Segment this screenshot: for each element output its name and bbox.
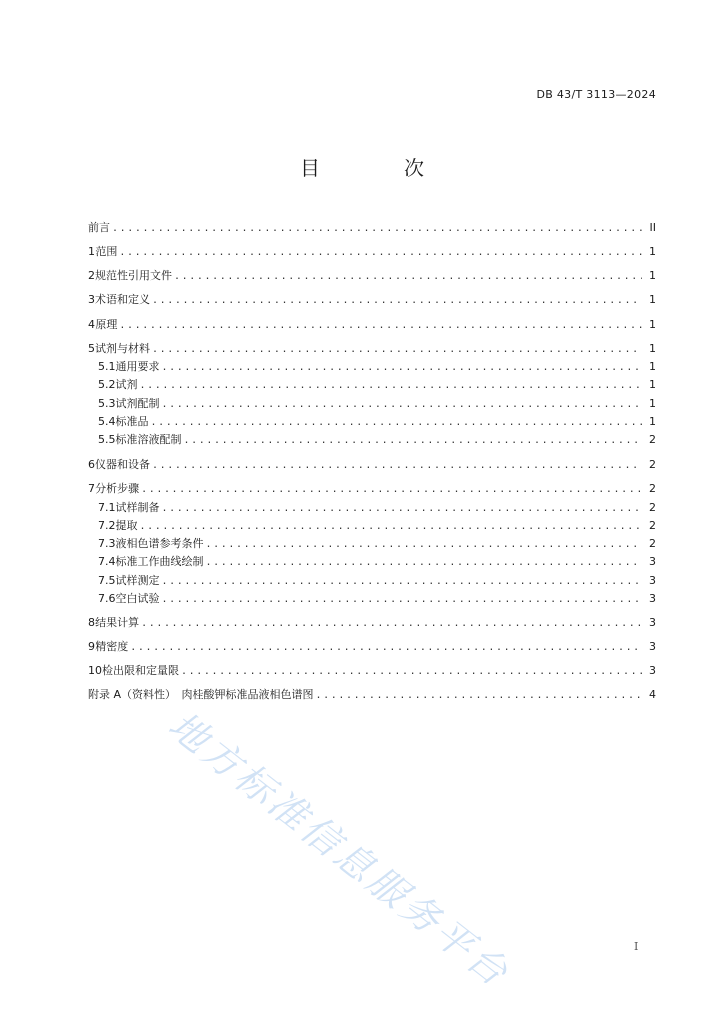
- toc-entry-label: 原理: [95, 318, 118, 331]
- dot-leader: [112, 222, 642, 236]
- toc-entry-label: 标准工作曲线绘制: [115, 555, 204, 568]
- toc-entry[interactable]: [88, 615, 656, 631]
- toc-subentry[interactable]: [88, 518, 656, 534]
- toc-entry-number: 4: [88, 318, 95, 331]
- toc-subentry[interactable]: [88, 396, 656, 412]
- toc-entry[interactable]: [88, 292, 656, 308]
- toc-entry-page: 2: [649, 482, 656, 495]
- toc-entry-label: 试样测定: [115, 574, 160, 587]
- toc-entry-label: 液相色谱参考条件: [115, 537, 204, 550]
- toc-entry-page: 2: [649, 537, 656, 550]
- toc-entry-label: 标准溶液配制: [115, 433, 182, 446]
- dot-leader: [140, 520, 643, 534]
- toc-entry-page: 2: [649, 501, 656, 514]
- toc-entry-label: 试样制备: [115, 501, 160, 514]
- dot-leader: [206, 556, 643, 570]
- toc-entry-page: 1: [649, 360, 656, 373]
- toc-subentry[interactable]: [88, 500, 656, 516]
- toc-entry-label: 结果计算: [95, 616, 140, 629]
- toc-entry[interactable]: [88, 317, 656, 333]
- toc-entry-number: 6: [88, 458, 95, 471]
- dot-leader: [162, 398, 643, 412]
- toc-entry[interactable]: [88, 268, 656, 284]
- toc-entry-label: 分析步骤: [95, 482, 140, 495]
- toc-entry-number: 8: [88, 616, 95, 629]
- toc-subentry[interactable]: [88, 573, 656, 589]
- dot-leader: [119, 246, 642, 260]
- toc-entry-page: 1: [649, 342, 656, 355]
- toc-entry-number: 7.2: [98, 519, 116, 532]
- toc-entry[interactable]: [88, 457, 656, 473]
- dot-leader: [162, 575, 643, 589]
- toc-entry-number: 5.4: [98, 415, 116, 428]
- toc-entry-label: 附录 A（资料性） 肉桂酸钾标准品液相色谱图: [88, 688, 314, 701]
- toc-entry-number: 2: [88, 269, 95, 282]
- toc-entry-number: 7.3: [98, 537, 116, 550]
- toc-subentry[interactable]: [88, 414, 656, 430]
- dot-leader: [162, 361, 643, 375]
- dot-leader: [316, 689, 642, 703]
- toc-entry[interactable]: [88, 220, 656, 236]
- toc-entry-page: 3: [649, 574, 656, 587]
- toc-entry-label: 试剂与材料: [95, 342, 150, 355]
- toc-entry-page: 2: [649, 519, 656, 532]
- toc-entry-label: 检出限和定量限: [102, 664, 179, 677]
- toc-entry[interactable]: [88, 244, 656, 260]
- dot-leader: [162, 502, 643, 516]
- toc-entry-number: 9: [88, 640, 95, 653]
- toc-entry-number: 7.1: [98, 501, 116, 514]
- dot-leader: [130, 641, 642, 655]
- dot-leader: [141, 483, 642, 497]
- toc-entry-number: 10: [88, 664, 102, 677]
- toc-subentry[interactable]: [88, 432, 656, 448]
- toc-entry[interactable]: [88, 687, 656, 703]
- toc-entry-label: 仪器和设备: [95, 458, 150, 471]
- toc-entry-page: 4: [649, 688, 656, 701]
- dot-leader: [141, 617, 642, 631]
- toc-entry-number: 5.3: [98, 397, 116, 410]
- dot-leader: [119, 319, 642, 333]
- toc-entry-label: 范围: [95, 245, 118, 258]
- toc-entry-number: 5.5: [98, 433, 116, 446]
- dot-leader: [174, 270, 642, 284]
- dot-leader: [152, 459, 642, 473]
- toc-entry-page: 2: [649, 458, 656, 471]
- toc-entry-label: 规范性引用文件: [95, 269, 172, 282]
- toc-entry[interactable]: [88, 639, 656, 655]
- toc-entry-page: 1: [649, 293, 656, 306]
- toc-entry-label: 空白试验: [115, 592, 160, 605]
- watermark-text: 地方标准信息服务平台: [160, 702, 519, 997]
- toc-entry-label: 术语和定义: [95, 293, 150, 306]
- toc-entry-page: 1: [649, 318, 656, 331]
- toc-entry-number: 7.5: [98, 574, 116, 587]
- dot-leader: [152, 343, 642, 357]
- toc-entry-page: 1: [649, 269, 656, 282]
- toc-entry-number: 1: [88, 245, 95, 258]
- dot-leader: [152, 294, 642, 308]
- dot-leader: [206, 538, 643, 552]
- page-number: I: [634, 940, 639, 953]
- dot-leader: [181, 665, 642, 679]
- toc-entry[interactable]: [88, 341, 656, 357]
- toc-entry-page: 2: [649, 433, 656, 446]
- dot-leader: [151, 416, 643, 430]
- toc-subentry[interactable]: [88, 591, 656, 607]
- toc-entry-label: 前言: [88, 221, 110, 234]
- toc-entry-label: 提取: [115, 519, 138, 532]
- toc-subentry[interactable]: [88, 554, 656, 570]
- toc-entry-number: 7.4: [98, 555, 116, 568]
- toc-entry-page: 1: [649, 378, 656, 391]
- toc-entry-label: 精密度: [95, 640, 129, 653]
- toc-subentry[interactable]: [88, 359, 656, 375]
- dot-leader: [184, 434, 643, 448]
- toc-entry-number: 5.2: [98, 378, 116, 391]
- toc-entry-page: 1: [649, 397, 656, 410]
- toc-entry-label: 试剂配制: [115, 397, 160, 410]
- toc-entry[interactable]: [88, 481, 656, 497]
- toc-entry-page: 3: [649, 616, 656, 629]
- toc-entry-page: 1: [649, 245, 656, 258]
- toc-entry-label: 通用要求: [115, 360, 160, 373]
- toc-entry-number: 5: [88, 342, 95, 355]
- toc-entry[interactable]: [88, 663, 656, 679]
- toc-entry-number: 7.6: [98, 592, 116, 605]
- toc-entry-page: 3: [649, 640, 656, 653]
- document-number: DB 43/T 3113—2024: [536, 88, 656, 101]
- toc-entry-page: 3: [649, 555, 656, 568]
- toc-entry-number: 5.1: [98, 360, 116, 373]
- toc-entry-page: II: [649, 221, 656, 234]
- page-title: 目 次: [300, 156, 456, 180]
- toc-entry-number: 3: [88, 293, 95, 306]
- toc-entry-page: 1: [649, 415, 656, 428]
- dot-leader: [140, 379, 643, 393]
- toc-entry-page: 3: [649, 664, 656, 677]
- dot-leader: [162, 593, 643, 607]
- toc-entry-page: 3: [649, 592, 656, 605]
- toc-entry-number: 7: [88, 482, 95, 495]
- toc-entry-label: 试剂: [115, 378, 138, 391]
- toc-subentry[interactable]: [88, 377, 656, 393]
- toc-subentry[interactable]: [88, 536, 656, 552]
- toc-entry-label: 标准品: [115, 415, 149, 428]
